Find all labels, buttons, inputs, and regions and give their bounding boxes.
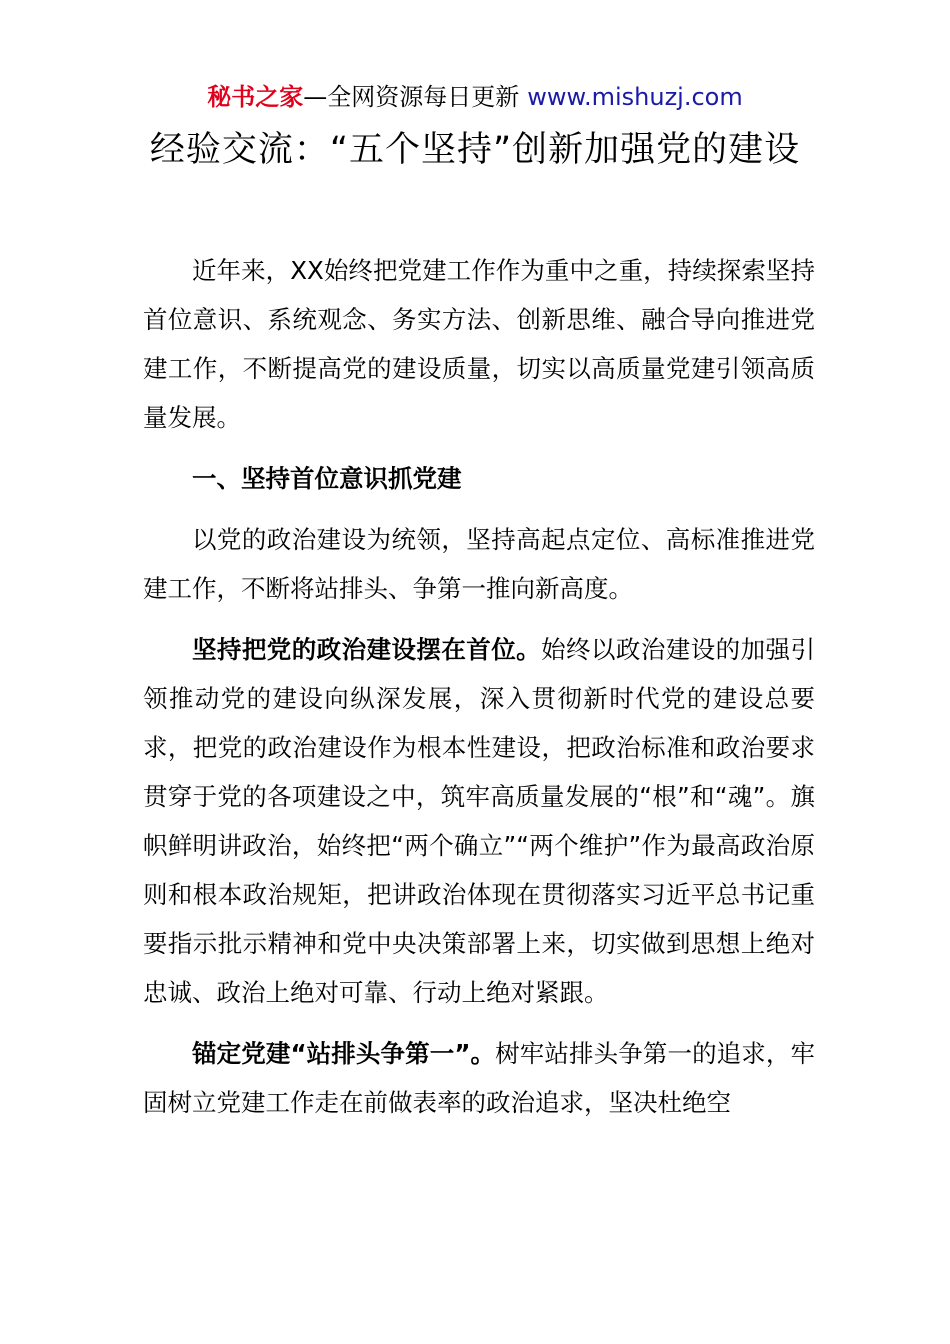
body-paragraph <box>143 625 815 1017</box>
header-tagline: —全网资源每日更新 <box>303 83 520 111</box>
site-header <box>0 80 950 114</box>
paragraph-text: 树牢站排头争第一的追求，牢固树立党建工作走在前做表率的政治追求，坚决杜绝空 <box>143 1039 816 1117</box>
intro-paragraph: 近年来，XX始终把党建工作作为重中之重，持续探索坚持首位意识、系统观念、务实方法、创新思维、融合导向推进党建工作，不断提高党的建设质量，切实以高质量党建引领高质量发展。 <box>143 256 815 432</box>
document-title: 经验交流：“五个坚持”创新加强党的建设 <box>149 130 801 170</box>
document-body <box>143 246 815 1127</box>
paragraph-lead: 锚定党建“站排头争第一”。 <box>192 1039 496 1068</box>
section-heading: 一、坚持首位意识抓党建 <box>192 464 462 493</box>
section-intro-paragraph: 以党的政治建设为统领，坚持高起点定位、高标准推进党建工作，不断将站排头、争第一推向新高度。 <box>143 525 815 603</box>
brand-name: 秘书之家 <box>207 83 304 111</box>
site-url-link[interactable]: www.mishuzj.com <box>527 83 743 111</box>
paragraph-lead: 坚持把党的政治建设摆在首位。 <box>192 635 542 664</box>
body-paragraph <box>143 1029 815 1127</box>
paragraph-text: 始终以政治建设的加强引领推动党的建设向纵深发展，深入贯彻新时代党的建设总要求，把党的政治建设作为根本性建设，把政治标准和政治要求贯穿于党的各项建设之中，筑牢高质量发展的“根”和“魂”。旗帜鲜明讲政治，始终把“两个确立”“两个维护”作为最高政治原则和根本政治规矩，把讲政治体现在贯彻落实习近平总书记重要指示批示精神和党中央决策部署上来，切实做到思想上绝对忠诚、政治上绝对可靠、行动上绝对紧跟。 <box>143 635 815 1007</box>
